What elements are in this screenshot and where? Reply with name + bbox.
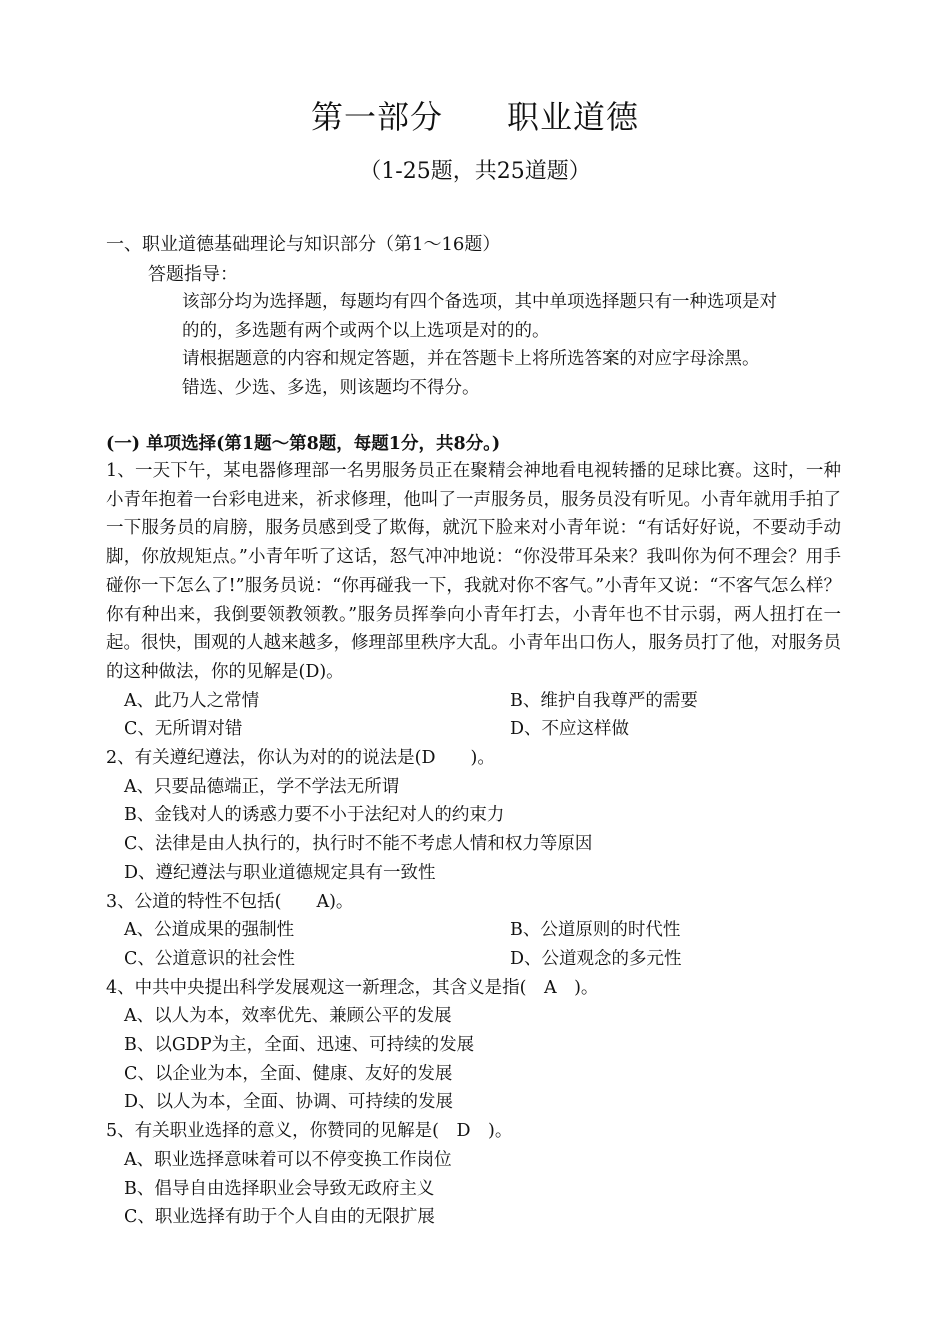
title-part: 第一部分 [310,98,443,136]
question-5 [106,1117,841,1232]
guide-line: 该部分均为选择题，每题均有四个备选项，其中单项选择题只有一种选项是对 [182,292,777,312]
question-stem: 1、一天下午，某电器修理部一名男服务员正在聚精会神地看电视转播的足球比赛。这时，一种小青年抱着一台彩电进来，祈求修理，他叫了一声服务员，服务员没有听见。小青年就用手拍了一下服务员的肩膀，服务员感到受了欺侮，就沉下脸来对小青年说：“有话好好说，不要动手动脚，你放规矩点。”小青年听了这话，怒气冲冲地说：“你没带耳朵来？我叫你为何不理会？用手碰你一下怎么了!”服务员说：“你再碰我一下，我就对你不客气。”小青年又说：“不客气怎么样？你有种出来，我倒要领教领教。”服务员挥拳向小青年打去，小青年也不甘示弱，两人扭打在一起。很快，围观的人越来越多，修理部里秩序大乱。小青年出口伤人，服务员打了他，对服务员的这种做法，你的见解是(D)。 [106,461,841,682]
question-3 [106,888,841,974]
question-2 [106,744,841,888]
question-stem: 3、公道的特性不包括( A)。 [106,891,354,912]
question-stem: 4、中共中央提出科学发展观这一新理念，其含义是指( A )。 [106,977,599,998]
option-b: B、金钱对人的诱惑力要不小于法纪对人的约束力 [124,805,505,826]
option-a: A、职业选择意味着可以不停变换工作岗位 [124,1149,452,1170]
option-group [106,916,841,973]
option-group [106,773,841,888]
question-list [106,457,841,1232]
question-stem: 2、有关遵纪遵法，你认为对的的说法是(D )。 [106,748,495,769]
option-d: D、公道观念的多元性 [510,948,682,969]
title-name: 职业道德 [507,98,640,136]
guide-line: 错选、少选、多选，则该题均不得分。 [182,377,480,398]
option-a: A、此乃人之常情 [124,690,260,711]
option-d: D、遵纪遵法与职业道德规定具有一致性 [124,862,436,883]
question-stem: 5、有关职业选择的意义，你赞同的见解是( D )。 [106,1121,513,1142]
option-group [106,1146,841,1232]
subsection-heading: (一) 单项选择(第1题～第8题，每题1分，共8分。) [106,434,501,454]
option-b: B、倡导自由选择职业会导致无政府主义 [124,1178,435,1199]
option-b: B、公道原则的时代性 [510,920,681,941]
option-a: A、公道成果的强制性 [124,920,295,941]
option-b: B、以GDP为主，全面、迅速、可持续的发展 [124,1035,475,1056]
option-d: D、以人为本，全面、协调、可持续的发展 [124,1092,454,1113]
page-title [0,92,950,138]
guide-line: 请根据题意的内容和规定答题，并在答题卡上将所选答案的对应字母涂黑。 [182,349,760,369]
option-b: B、维护自我尊严的需要 [510,690,698,711]
guide-text [182,288,850,402]
option-c: C、以企业为本，全面、健康、友好的发展 [124,1063,453,1084]
option-c: C、无所谓对错 [124,719,243,740]
guide-line: 的的，多选题有两个或两个以上选项是对的的。 [182,320,550,341]
option-group [106,1002,841,1117]
guide-label: 答题指导： [148,264,238,285]
question-1 [106,457,841,744]
page-subtitle: （1-25题，共25道题） [359,159,591,184]
option-group [106,687,841,744]
option-a: A、以人为本，效率优先、兼顾公平的发展 [124,1006,452,1027]
option-a: A、只要品德端正，学不学法无所谓 [124,776,400,797]
option-c: C、公道意识的社会性 [124,948,295,969]
section-heading: 一、职业道德基础理论与知识部分（第1～16题） [106,234,501,255]
option-d: D、不应这样做 [510,719,630,740]
question-4 [106,974,841,1118]
option-c: C、法律是由人执行的，执行时不能不考虑人情和权力等原因 [124,834,593,855]
option-c: C、职业选择有助于个人自由的无限扩展 [124,1207,435,1228]
